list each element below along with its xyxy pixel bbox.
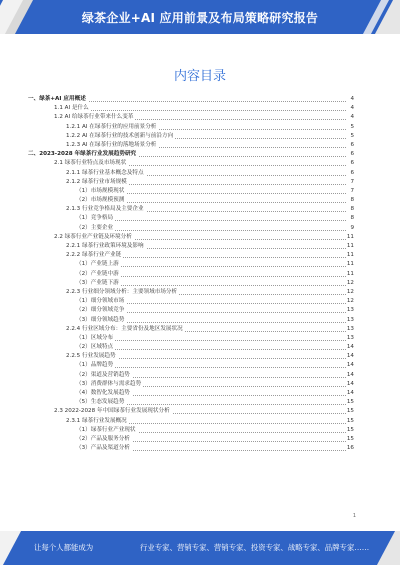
toc-entry[interactable] [22,224,354,233]
toc-entry-label: （5）生态发展趋势 [76,399,125,406]
footer-banner [0,531,400,565]
footer-decor-stripe [0,531,21,565]
toc-entry-page: 14 [346,390,354,396]
toc-entry-label: （2）产业链中游 [76,270,119,277]
toc-entry[interactable] [22,306,354,315]
toc-leader-dots [112,386,346,387]
toc-leader-dots [112,220,346,221]
toc-entry-label: 2.1.1 绿茶行业基本概念及特点 [66,169,144,176]
toc-entry[interactable] [22,104,354,113]
toc-entry-page: 7 [346,187,354,196]
toc-entry-page: 11 [346,243,354,249]
toc-entry-page: 6 [346,141,354,150]
toc-entry[interactable] [22,371,354,380]
toc-entry-label: （3）产业链下游 [76,279,119,286]
toc-entry-page: 11 [346,261,354,268]
toc-entry-page: 16 [346,445,354,452]
toc-entry-label: 一、绿茶+AI 应用概述 [28,96,86,102]
toc-entry-label: （1）绿茶行业产业现状 [76,426,136,433]
footer-slogan: 让每个人都能成为 [34,543,94,552]
toc-entry-page: 11 [346,233,354,240]
toc-entry-label: （2）区域特点 [76,344,114,351]
toc-entry-page: 8 [346,196,354,205]
toc-entry-page: 7 [346,178,354,187]
toc-entry-page: 12 [346,288,354,295]
toc-entry-label: 2.2.3 行业细分领域分析：主要领域市场分析 [66,288,178,295]
toc-entry[interactable] [22,444,354,453]
toc-entry-page: 8 [346,214,354,223]
toc-entry-label: 2.1 绿茶行业特点及市场现状 [54,160,127,167]
toc-entry-label: （2）市场规模预测 [76,197,125,204]
toc-entry-page: 11 [346,270,354,277]
toc-entry[interactable] [22,205,354,214]
toc-entry-label: （2）产品及服务分析 [76,435,130,442]
toc-entry[interactable] [22,325,354,334]
toc-leader-dots [112,432,346,433]
toc-leader-dots [112,340,346,341]
toc-entry[interactable] [22,398,354,407]
toc-entry[interactable] [22,242,354,251]
toc-entry-label: （1）竞争格局 [76,215,114,222]
toc-leader-dots [112,285,346,286]
toc-entry-page: 14 [346,362,354,369]
toc-leader-dots [112,322,346,323]
toc-entry[interactable] [22,343,354,352]
toc-entry-page: 6 [346,159,354,168]
toc-entry-page: 14 [346,344,354,351]
toc-entry[interactable] [22,417,354,426]
toc-entry[interactable] [22,233,354,242]
toc-leader-dots [112,276,346,277]
page-number: 1 [352,513,356,519]
toc-entry[interactable] [22,95,354,104]
toc-entry[interactable] [22,352,354,361]
toc-entry[interactable] [22,297,354,306]
toc-entry-page: 14 [346,353,354,360]
toc-leader-dots [112,266,346,267]
toc-entry-label: 2.1.3 行业竞争格局及主要企业 [66,206,144,213]
toc-entry-label: 1.2 AI 给绿茶行业带来什么变革 [54,114,134,121]
toc-entry-label: （3）产品及渠道分析 [76,445,130,452]
toc-entry-page: 13 [346,316,354,323]
toc-entry-page: 5 [346,132,354,141]
toc-entry-label: （2）主要企业 [76,224,114,231]
toc-leader-dots [112,441,346,442]
toc-entry[interactable] [22,141,354,150]
toc-leader-dots [112,349,346,350]
toc-title: 内容目录 [173,69,226,84]
toc-leader-dots [112,202,346,203]
toc-entry[interactable] [22,435,354,444]
toc-entry-label: 2.2.2 绿茶行业产业链 [66,252,122,259]
header-banner [0,0,400,34]
toc-entry-page: 14 [346,371,354,378]
toc-leader-dots [112,367,346,368]
toc-entry-label: 2.2.1 绿茶行业政策环境及影响 [66,243,144,249]
toc-entry[interactable] [22,334,354,343]
toc-entry-label: 2.2.5 行业发展趋势 [66,353,116,360]
toc-entry-page: 12 [346,298,354,305]
toc-entry[interactable] [22,214,354,223]
toc-entry-label: 1.1 AI 是什么 [54,105,89,112]
toc-leader-dots [82,110,346,111]
footer-decor-stripe [377,531,400,565]
toc-entry[interactable] [22,113,354,122]
toc-entry-page: 15 [346,408,354,415]
toc-entry[interactable] [22,123,354,132]
toc-entry[interactable] [22,260,354,269]
toc-entry[interactable] [22,251,354,260]
toc-entry-label: 1.2.3 AI 在绿茶行业的落地场景分析 [66,141,157,148]
toc-entry-page: 4 [346,95,354,104]
toc-entry-label: （1）市场规模现状 [76,187,125,194]
toc-entry-page: 6 [346,150,354,159]
toc-entry[interactable] [22,169,354,178]
toc-entry[interactable] [22,380,354,389]
toc-entry-label: 2.2 绿茶行业产业链及环境分析 [54,233,132,240]
toc-entry-page: 13 [346,307,354,314]
toc-entry[interactable] [22,316,354,325]
toc-entry-label: （4）数智化发展趋势 [76,390,130,396]
toc-entry[interactable] [22,426,354,435]
toc-leader-dots [112,395,346,396]
report-title: 绿茶企业+AI 应用前景及布局策略研究报告 [81,11,319,25]
toc-entry-page: 13 [346,325,354,332]
toc-entry-page: 4 [346,104,354,113]
toc-entry-label: 1.2.2 AI 在绿茶行业的技术创新与前沿方向 [66,132,174,139]
toc-entry-label: 2.3.1 绿茶行业发展概况 [66,417,127,424]
toc-leader-dots [102,184,346,185]
toc-entry-label: （2）渠道及营销趋势 [76,371,130,378]
table-of-contents [22,95,354,453]
toc-leader-dots [112,312,346,313]
toc-entry-page: 15 [346,399,354,406]
toc-entry[interactable] [22,187,354,196]
toc-entry-label: （1）细分领域市场 [76,298,125,305]
toc-entry[interactable] [22,132,354,141]
toc-leader-dots [102,358,346,359]
toc-entry-label: 1.2.1 AI 在绿茶行业的应用前景分析 [66,123,157,130]
toc-entry-label: 二、2023-2028 年绿茶行业发展趋势研究 [28,151,137,158]
toc-entry[interactable] [22,270,354,279]
toc-entry[interactable] [22,389,354,398]
toc-leader-dots [102,257,346,258]
toc-entry[interactable] [22,407,354,416]
toc-leader-dots [112,450,346,451]
toc-entry[interactable] [22,288,354,297]
toc-leader-dots [112,377,346,378]
toc-entry-page: 4 [346,113,354,122]
toc-entry-page: 8 [346,205,354,214]
footer-roles: 行业专家、营销专家、营销专家、投资专家、战略专家、品牌专家…… [140,543,370,552]
toc-entry-page: 15 [346,435,354,442]
toc-entry-page: 14 [346,380,354,387]
toc-entry-page: 5 [346,123,354,132]
toc-entry[interactable] [22,361,354,370]
toc-entry-page: 15 [346,426,354,433]
toc-entry-label: （3）消费群体与需求趋势 [76,380,142,387]
toc-entry-label: （1）品牌趋势 [76,362,114,369]
toc-entry-label: 2.2.4 行业区域分布：主要省份及地区发展状况 [66,325,183,332]
toc-entry-label: 2.1.2 绿茶行业市场规模 [66,178,127,185]
toc-entry[interactable] [22,159,354,168]
toc-entry[interactable] [22,178,354,187]
toc-entry-label: （3）细分领域趋势 [76,316,125,323]
toc-entry-page: 15 [346,417,354,424]
toc-entry-label: （1）区域分布 [76,334,114,341]
toc-entry[interactable] [22,150,354,159]
toc-entry[interactable] [22,196,354,205]
toc-entry-page: 9 [346,224,354,233]
toc-leader-dots [102,423,346,424]
toc-entry-label: （2）细分领域竞争 [76,307,125,314]
toc-entry[interactable] [22,279,354,288]
toc-entry-label: （1）产业链上游 [76,261,119,268]
toc-entry-page: 11 [346,252,354,259]
toc-entry-page: 6 [346,169,354,178]
toc-leader-dots [112,404,346,405]
toc-entry-label: 2.3 2022-2028 年中国绿茶行业发展现状分析 [54,408,170,415]
toc-entry-page: 13 [346,334,354,341]
toc-entry-page: 12 [346,279,354,286]
toc-leader-dots [112,193,346,194]
toc-leader-dots [112,230,346,231]
toc-leader-dots [112,303,346,304]
